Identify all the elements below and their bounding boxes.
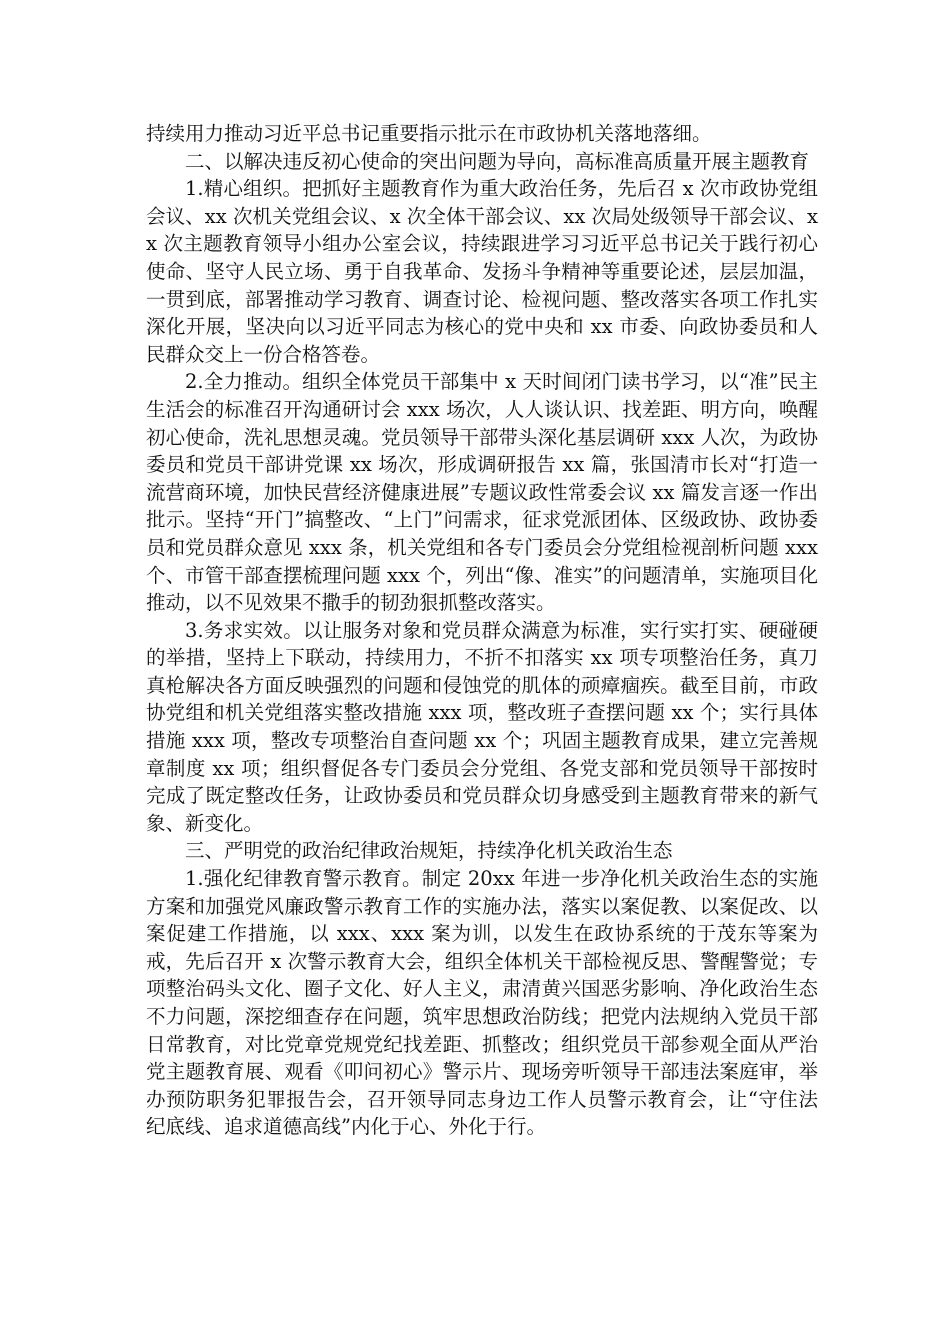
paragraph-careful-organization: 1.精心组织。把抓好主题教育作为重大政治任务，先后召 x 次市政协党组会议、xx 次机关党组会议、x 次全体干部会议、xx 次局处级领导干部会议、xx 次主题教育领导小组办公室会议，持续跟进学习习近平总书记关于践行初心使命、坚守人民立场、勇于自我革命、发扬斗争精神等重要论述，层层加温，一贯到底，部署推动学习教育、调查讨论、检视问题、整改落实各项工作扎实深化开展，坚决向以习近平同志为核心的党中央和 xx 市委、向政协委员和人民群众交上一份合格答卷。 xyxy=(146,177,818,366)
document-page xyxy=(146,120,818,1141)
paragraph-full-promotion: 2.全力推动。组织全体党员干部集中 x 天时间闭门读书学习，以“准”民主生活会的标准召开沟通研讨会 xxx 场次，人人谈认识、找差距、明方向，唤醒初心使命，洗礼思想灵魂。党员领导干部带头深化基层调研 xxx 人次，为政协委员和党员干部讲党课 xx 场次，形成调研报告 xx 篇，张国清市长对“打造一流营商环境，加快民营经济健康进展”专题议政性常委会议 xx 篇发言逐一作出批示。坚持“开门”搞整改、“上门”问需求，征求党派团体、区级政协、政协委员和党员群众意见 xxx 条，机关党组和各专门委员会分党组检视剖析问题 xxx 个、市管干部查摆梳理问题 xxx 个，列出“像、准实”的问题清单，实施项目化推动，以不见效果不撒手的韧劲狠抓整改落实。 xyxy=(146,370,818,615)
section-heading-2: 二、以解决违反初心使命的突出问题为导向，高标准高质量开展主题教育 xyxy=(185,149,810,173)
paragraph-continuation: 持续用力推动习近平总书记重要指示批示在市政协机关落地落细。 xyxy=(146,122,712,145)
paragraph-practical-results: 3.务求实效。以让服务对象和党员群众满意为标准，实行实打实、硬碰硬的举措，坚持上下联动，持续用力，不折不扣落实 xx 项专项整治任务，真刀真枪解决各方面反映强烈的问题和侵蚀党的肌体的顽瘴痼疾。截至目前，市政协党组和机关党组落实整改措施 xxx 项，整改班子查摆问题 xx 个；实行具体措施 xxx 项，整改专项整治自查问题 xx 个；巩固主题教育成果，建立完善规章制度 xx 项；组织督促各专门委员会分党组、各党支部和党员领导干部按时完成了既定整改任务，让政协委员和党员群众切身感受到主题教育带来的新气象、新变化。 xyxy=(146,618,818,835)
paragraph-discipline-education: 1.强化纪律教育警示教育。制定 20xx 年进一步净化机关政治生态的实施方案和加强党风廉政警示教育工作的实施办法，落实以案促教、以案促改、以案促建工作措施，以 xxx、xxx 案为训，以发生在政协系统的于茂东等案为戒，先后召开 x 次警示教育大会，组织全体机关干部检视反思、警醒警觉；专项整治码头文化、圈子文化、好人主义，肃清黄兴国恶劣影响、净化政治生态不力问题，深挖细查存在问题，筑牢思想政治防线；把党内法规纳入党员干部日常教育，对比党章党规党纪找差距、抓整改；组织党员干部参观全面从严治党主题教育展、观看《叩问初心》警示片、现场旁听领导干部违法案庭审，举办预防职务犯罪报告会，召开领导同志身边工作人员警示教育会，让“守住法纪底线、追求道德高线”内化于心、外化于行。 xyxy=(146,867,818,1139)
section-heading-3: 三、严明党的政治纪律政治规矩，持续净化机关政治生态 xyxy=(185,839,673,863)
